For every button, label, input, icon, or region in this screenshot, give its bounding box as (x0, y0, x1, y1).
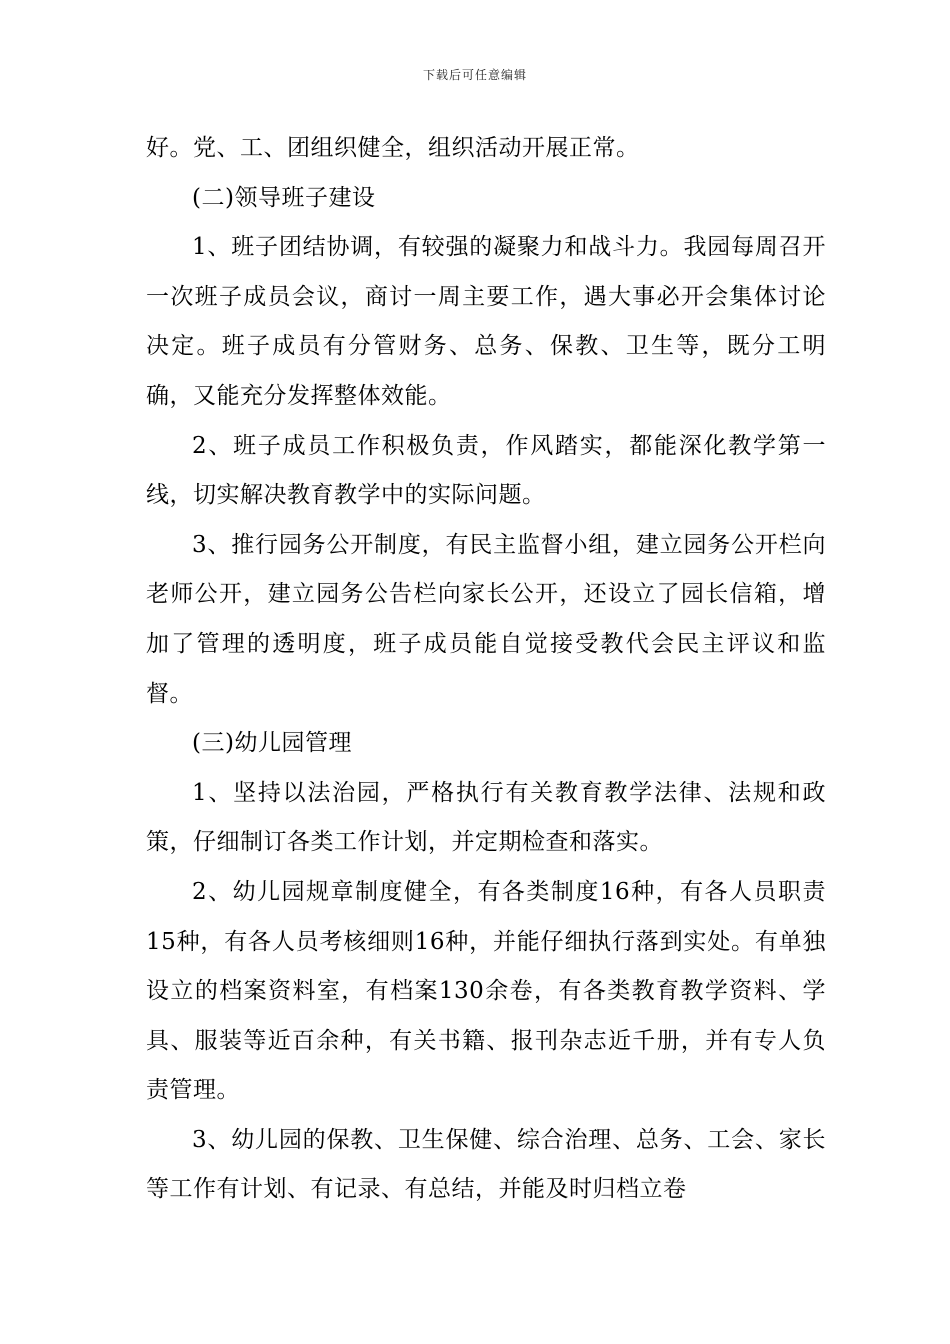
paragraph: 2、班子成员工作积极负责，作风踏实，都能深化教学第一线，切实解决教育教学中的实际问题。 (146, 432, 826, 509)
header-note: 下载后可任意编辑 (422, 68, 527, 82)
paragraph: 3、推行园务公开制度，有民主监督小组，建立园务公开栏向老师公开，建立园务公告栏向家长公开，还设立了园长信箱，增加了管理的透明度，班子成员能自觉接受教代会民主评议和监督。 (146, 531, 826, 707)
document-body (146, 124, 826, 1215)
paragraph: 2、幼儿园规章制度健全，有各类制度16种，有各人员职责15种，有各人员考核细则16种，并能仔细执行落到实处。有单独设立的档案资料室，有档案130余卷，有各类教育教学资料、学具、服装等近百余种，有关书籍、报刊杂志近千册，并有专人负责管理。 (146, 878, 826, 1104)
paragraph: 3、幼儿园的保教、卫生保健、综合治理、总务、工会、家长等工作有计划、有记录、有总结，并能及时归档立卷 (146, 1126, 826, 1203)
paragraph: 1、坚持以法治园，严格执行有关教育教学法律、法规和政策，仔细制订各类工作计划，并定期检查和落实。 (146, 779, 826, 856)
paragraph: 好。党、工、团组织健全，组织活动开展正常。 (146, 135, 640, 161)
section-heading: (三)幼儿园管理 (192, 730, 352, 757)
paragraph: 1、班子团结协调，有较强的凝聚力和战斗力。我园每周召开一次班子成员会议，商讨一周主要工作，遇大事必开会集体讨论决定。班子成员有分管财务、总务、保教、卫生等，既分工明确，又能充分发挥整体效能。 (146, 234, 826, 409)
section-heading: (二)领导班子建设 (192, 184, 376, 211)
